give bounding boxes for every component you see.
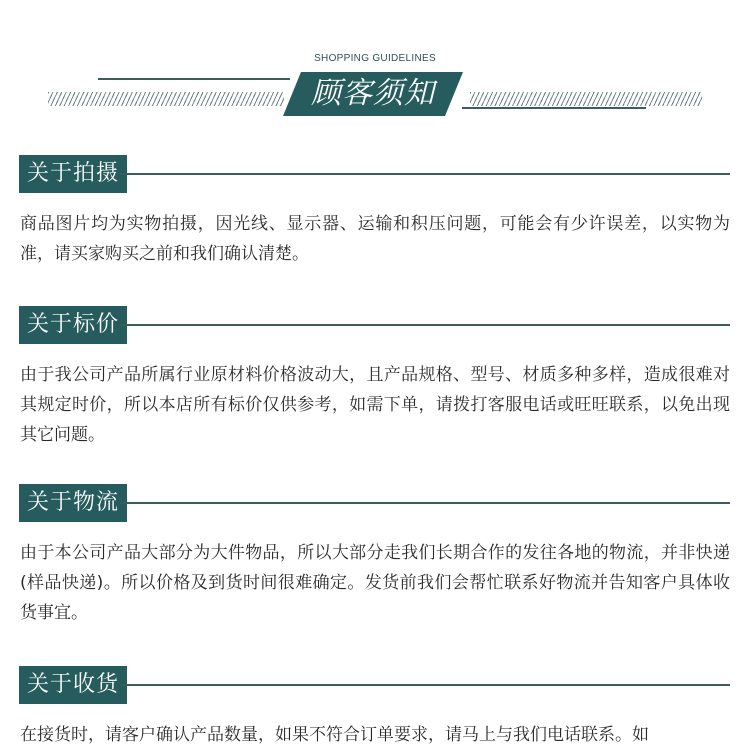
page-header [0,0,750,130]
section-rule [120,324,730,326]
header-rule-bottom [462,107,646,109]
section-rule [120,684,730,686]
header-subtitle: SHOPPING GUIDELINES [314,53,436,64]
header-rule-top [98,78,290,80]
section-heading: 关于标价 [19,306,127,344]
section-heading: 关于收货 [19,666,127,704]
section-receiving [0,666,750,750]
header-hatch-left [48,92,284,106]
section-header [0,155,750,193]
section-logistics [0,484,750,628]
section-heading: 关于拍摄 [19,155,127,193]
header-hatch-right [470,92,702,106]
page-title: 顾客须知 [311,76,435,111]
section-photography [0,155,750,269]
section-header [0,484,750,522]
section-body: 由于本公司产品大部分为大件物品，所以大部分走我们长期合作的发往各地的物流，并非快递(样品快递)。所以价格及到货时间很难确定。发货前我们会帮忙联系好物流并告知客户具体收货事宜。 [20,543,730,623]
section-heading: 关于物流 [19,484,127,522]
section-header [0,666,750,704]
section-body: 由于我公司产品所属行业原材料价格波动大，且产品规格、型号、材质多种多样，造成很难对其规定时价，所以本店所有标价仅供参考，如需下单，请拨打客服电话或旺旺联系，以免出现其它问题。 [20,365,730,445]
section-body: 商品图片均为实物拍摄，因光线、显示器、运输和积压问题，可能会有少许误差，以实物为准，请买家购买之前和我们确认清楚。 [20,214,730,264]
section-rule [120,173,730,175]
section-body: 在接货时，请客户确认产品数量，如果不符合订单要求，请马上与我们电话联系。如 [20,725,649,745]
section-pricing [0,306,750,450]
section-rule [120,502,730,504]
section-header [0,306,750,344]
